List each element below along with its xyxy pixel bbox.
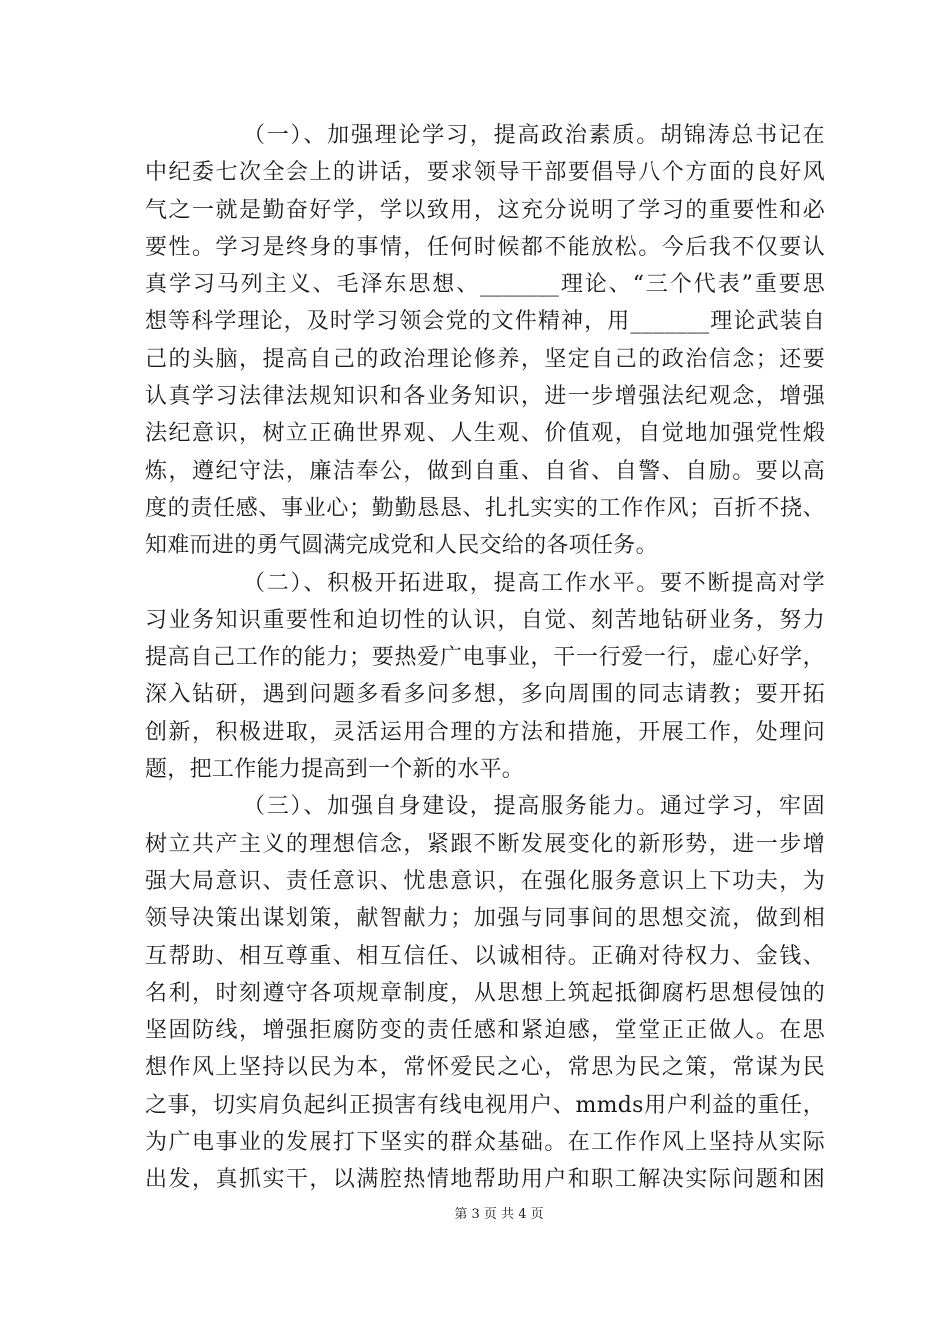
paragraph-3-line-8: 想作风上坚持以民为本，常怀爱民之心，常思为民之策，常谋为民	[145, 1055, 825, 1081]
paragraph-2-line-5: 创新，积极进取，灵活运用合理的方法和措施，开展工作，处理问	[145, 719, 825, 745]
paragraph-1-line-12: 知难而进的勇气圆满完成党和人民交给的各项任务。	[145, 533, 658, 559]
paragraph-2-line-6: 题，把工作能力提高到一个新的水平。	[145, 757, 525, 783]
paragraph-3-line-5: 互帮助、相互尊重、相互信任、以诚相待。正确对待权力、金钱、	[145, 943, 825, 969]
paragraph-1-line-3: 气之一就是勤奋好学，学以致用，这充分说明了学习的重要性和必	[145, 197, 825, 223]
paragraph-1-line-8: 认真学习法律法规知识和各业务知识，进一步增强法纪观念，增强	[145, 384, 825, 410]
paragraph-1-line-2: 中纪委七次全会上的讲话，要求领导干部要倡导八个方面的良好风	[145, 160, 825, 186]
paragraph-1-line-5: 真学习马列主义、毛泽东思想、_______理论、“三个代表”重要思	[145, 272, 825, 298]
paragraph-3-line-3: 强大局意识、责任意识、忧患意识，在强化服务意识上下功夫，为	[145, 868, 825, 894]
paragraph-1-line-7: 己的头脑，提高自己的政治理论修养，坚定自己的政治信念；还要	[145, 346, 825, 372]
page-number-footer: 第 3 页 共 4 页	[454, 1207, 544, 1222]
paragraph-2-line-3: 提高自己工作的能力；要热爱广电事业，干一行爱一行，虚心好学，	[145, 645, 825, 671]
paragraph-3-line-9: 之事，切实肩负起纠正损害有线电视用户、mmds用户利益的重任，	[145, 1092, 825, 1118]
paragraph-3-line-10: 为广电事业的发展打下坚实的群众基础。在工作作风上坚持从实际	[145, 1130, 825, 1156]
paragraph-2-line-2: 习业务知识重要性和迫切性的认识，自觉、刻苦地钻研业务，努力	[145, 607, 825, 633]
paragraph-3-line-11: 出发，真抓实干，以满腔热情地帮助用户和职工解决实际问题和困	[145, 1167, 825, 1193]
document-body	[145, 117, 825, 1199]
paragraph-1-line-6: 想等科学理论，及时学习领会党的文件精神，用_______理论武装自	[145, 309, 825, 335]
paragraph-3-line-7: 坚固防线，增强拒腐防变的责任感和紧迫感，堂堂正正做人。在思	[145, 1018, 825, 1044]
paragraph-3-line-6: 名利，时刻遵守各项规章制度，从思想上筑起抵御腐朽思想侵蚀的	[145, 980, 825, 1006]
paragraph-1-line-4: 要性。学习是终身的事情，任何时候都不能放松。今后我不仅要认	[145, 234, 825, 260]
paragraph-2-line-4: 深入钻研，遇到问题多看多问多想，多向周围的同志请教；要开拓	[145, 682, 825, 708]
paragraph-3-line-4: 领导决策出谋划策，献智献力；加强与同事间的思想交流，做到相	[145, 906, 825, 932]
paragraph-3-line-1: （三）、加强自身建设，提高服务能力。通过学习，牢固	[243, 794, 825, 820]
paragraph-3-line-2: 树立共产主义的理想信念，紧跟不断发展变化的新形势，进一步增	[145, 831, 825, 857]
paragraph-1-line-10: 炼，遵纪守法，廉洁奉公，做到自重、自省、自警、自励。要以高	[145, 458, 825, 484]
paragraph-1-line-1: （一）、加强理论学习，提高政治素质。胡锦涛总书记在	[243, 123, 825, 148]
paragraph-2-line-1: （二）、积极开拓进取，提高工作水平。要不断提高对学	[243, 570, 825, 596]
paragraph-1-line-11: 度的责任感、事业心；勤勤恳恳、扎扎实实的工作作风；百折不挠、	[145, 495, 825, 521]
paragraph-1-line-9: 法纪意识，树立正确世界观、人生观、价值观，自觉地加强党性煅	[145, 421, 825, 447]
